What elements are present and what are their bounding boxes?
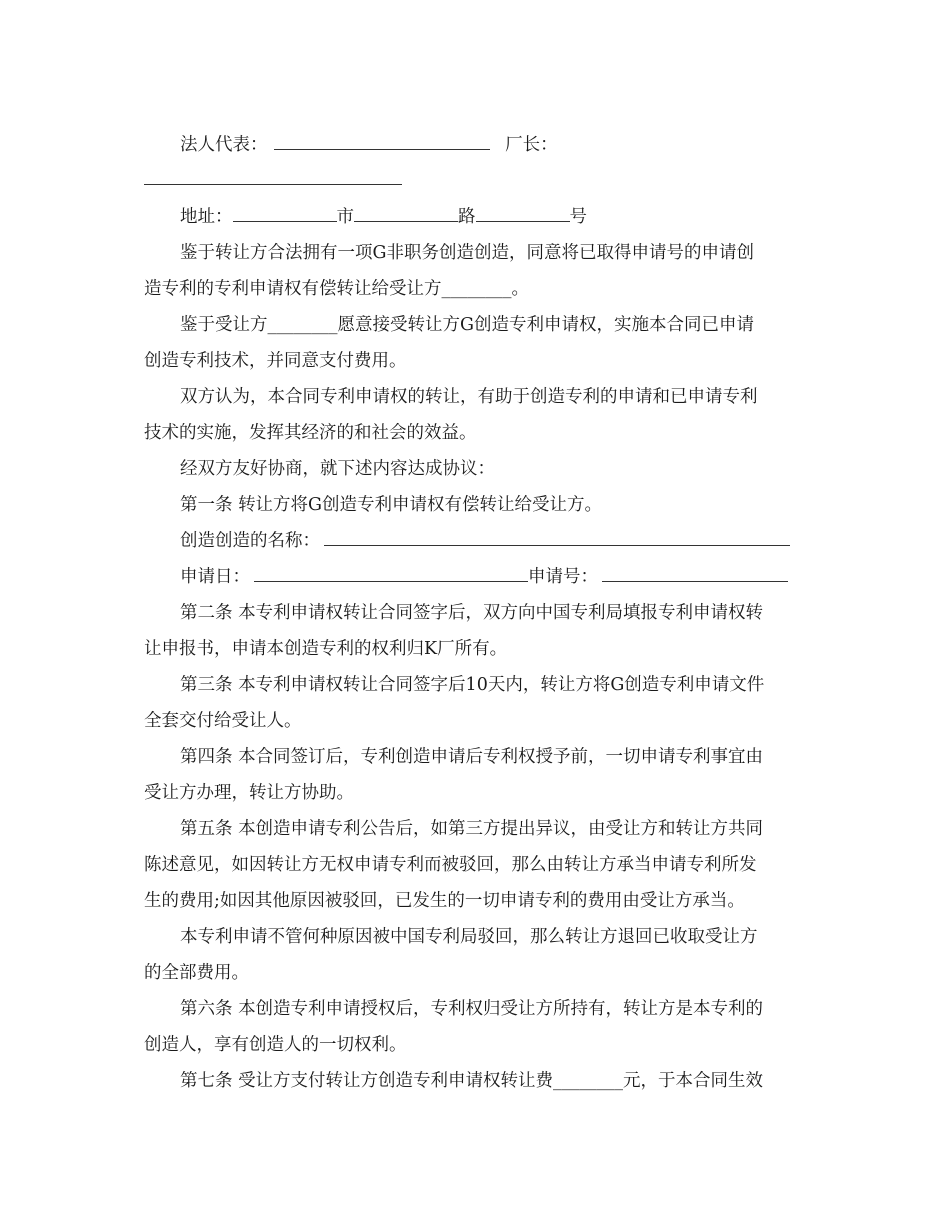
article-3b: 全套交付给受让人。 bbox=[144, 711, 302, 731]
invention-name-blank bbox=[324, 529, 790, 546]
director-blank bbox=[144, 184, 402, 185]
paragraph-1a: 鉴于转让方合法拥有一项G非职务创造创造，同意将已取得申请号的申请创 bbox=[180, 243, 754, 263]
paragraph-refund-a: 本专利申请不管何种原因被中国专利局驳回，那么转让方退回已收取受让方 bbox=[180, 927, 758, 947]
paragraph-4: 经双方友好协商，就下述内容达成协议： bbox=[180, 459, 495, 479]
application-number-blank bbox=[602, 565, 788, 582]
address-line bbox=[180, 205, 804, 229]
article-2b: 让申报书，申请本创造专利的权利归K厂所有。 bbox=[144, 639, 508, 659]
article-4a: 第四条 本合同签订后，专利创造申请后专利权授予前，一切申请专利事宜由 bbox=[180, 747, 764, 767]
legal-rep-label: 法人代表： bbox=[180, 135, 268, 155]
legal-rep-line bbox=[180, 133, 804, 157]
address-label: 地址： bbox=[180, 207, 233, 227]
paragraph-2a: 鉴于受让方________愿意接受转让方G创造专利申请权，实施本合同已申请 bbox=[180, 315, 754, 335]
article-5c: 生的费用;如因其他原因被驳回，已发生的一切申请专利的费用由受让方承当。 bbox=[144, 891, 745, 911]
address-number: 号 bbox=[569, 207, 587, 227]
article-3a: 第三条 本专利申请权转让合同签字后10天内，转让方将G创造专利申请文件 bbox=[180, 675, 765, 695]
article-6b: 创造人，享有创造人的一切权利。 bbox=[144, 1035, 407, 1055]
application-line bbox=[180, 565, 804, 589]
article-5a: 第五条 本创造申请专利公告后，如第三方提出异议，由受让方和转让方共同 bbox=[180, 819, 764, 839]
address-blank-2 bbox=[354, 205, 458, 222]
paragraph-3b: 技术的实施，发挥其经济的和社会的效益。 bbox=[144, 423, 477, 443]
article-5b: 陈述意见，如因转让方无权申请专利而被驳回，那么由转让方承当申请专利所发 bbox=[144, 855, 757, 875]
invention-name-line bbox=[180, 529, 804, 553]
article-1: 第一条 转让方将G创造专利申请权有偿转让给受让方。 bbox=[180, 495, 603, 515]
paragraph-refund-b: 的全部费用。 bbox=[144, 963, 249, 983]
address-blank-3 bbox=[476, 205, 570, 222]
application-date-label: 申请日： bbox=[180, 567, 250, 587]
invention-name-label: 创造创造的名称： bbox=[180, 531, 320, 551]
address-road: 路 bbox=[458, 207, 476, 227]
address-city: 市 bbox=[336, 207, 354, 227]
address-blank-1 bbox=[233, 205, 337, 222]
article-2a: 第二条 本专利申请权转让合同签字后，双方向中国专利局填报专利申请权转 bbox=[180, 603, 764, 623]
paragraph-2b: 创造专利技术，并同意支付费用。 bbox=[144, 351, 407, 371]
article-7a: 第七条 受让方支付转让方创造专利申请权转让费________元，于本合同生效 bbox=[180, 1071, 764, 1091]
article-4b: 受让方办理，转让方协助。 bbox=[144, 783, 354, 803]
legal-rep-blank bbox=[274, 133, 490, 150]
paragraph-3a: 双方认为，本合同专利申请权的转让，有助于创造专利的申请和已申请专利 bbox=[180, 387, 758, 407]
director-label: 厂长： bbox=[505, 135, 558, 155]
paragraph-1b: 造专利的专利申请权有偿转让给受让方________。 bbox=[144, 279, 529, 299]
application-number-label: 申请号： bbox=[528, 567, 598, 587]
application-date-blank bbox=[254, 565, 528, 582]
article-6a: 第六条 本创造专利申请授权后，专利权归受让方所持有，转让方是本专利的 bbox=[180, 999, 764, 1019]
